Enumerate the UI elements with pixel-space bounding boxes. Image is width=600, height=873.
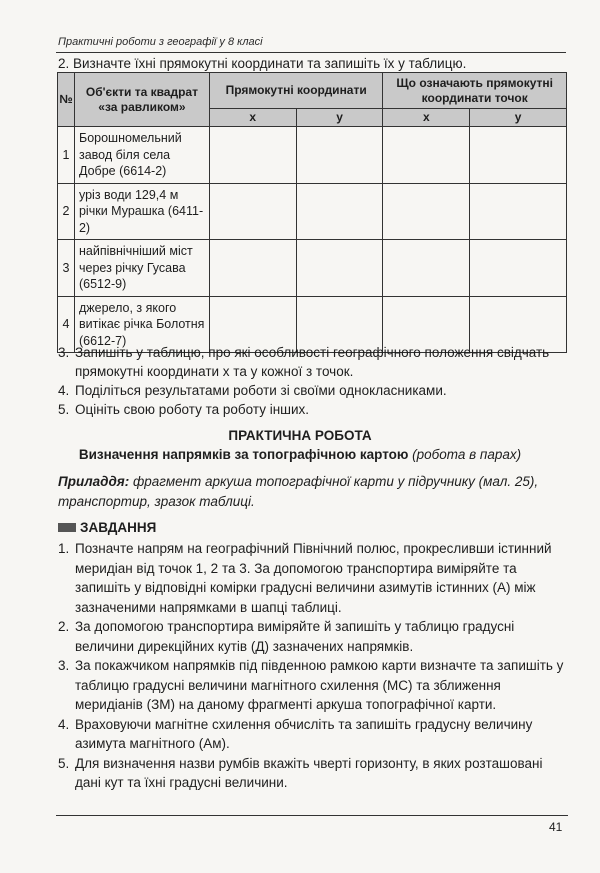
cell-x: [209, 183, 296, 240]
list-item: [58, 400, 570, 419]
row-number: 4: [58, 296, 75, 353]
cell-y: [470, 127, 567, 184]
list-item: [58, 715, 570, 754]
coordinates-table: [57, 72, 567, 353]
cell-x: [209, 240, 296, 297]
tasks-heading-label: ЗАВДАННЯ: [80, 520, 157, 535]
x-header: x: [383, 109, 470, 127]
tasks-list: [58, 539, 570, 793]
header-divider: [56, 52, 566, 53]
table-row: [58, 127, 567, 184]
list-item: [58, 343, 570, 381]
task-number: 5.: [58, 755, 70, 771]
table-row: [58, 240, 567, 297]
col-meaning-header: Що означають прямокутні координати точок: [383, 73, 567, 109]
table-row: [58, 183, 567, 240]
page-number: 41: [549, 820, 563, 834]
col-object-header: Об'єкти та квадрат «за равликом»: [74, 73, 209, 127]
row-object: Борошномельний завод біля села Добре (6614-2): [74, 127, 209, 184]
col-coords-header: Прямокутні координати: [209, 73, 383, 109]
task-text: Для визначення назви румбів вкажіть чверті горизонту, в яких розташовані дані кут та їхні градусні величини.: [75, 755, 543, 790]
tasks-heading: [58, 520, 156, 535]
row-object: уріз води 129,4 м річки Мурашка (6411-2): [74, 183, 209, 240]
list-item: [58, 539, 570, 617]
practical-subtitle-main: Визначення напрямків за топографічною картою: [78, 447, 409, 462]
tools-label: Приладдя:: [58, 474, 130, 489]
tools-paragraph: [58, 472, 570, 512]
cell-y: [296, 183, 383, 240]
task-text: За покажчиком напрямків під південною рамкою карти визначте та запишіть у таблицю градусні величини магнітного схилення (МС) та зближення меридіанів (ЗМ) на даному фрагменті аркуша топографічної карти.: [75, 658, 564, 712]
cell-x: [383, 127, 470, 184]
cell-y: [296, 240, 383, 297]
x-header: x: [209, 109, 296, 127]
row-object: джерело, з якого витікає річка Болотня (6612-7): [74, 296, 209, 353]
step-number: 5.: [58, 402, 70, 417]
cell-y: [470, 183, 567, 240]
list-item: [58, 754, 570, 793]
task-number: 1.: [58, 541, 70, 556]
section-marker-icon: [58, 523, 76, 532]
list-item: [58, 656, 570, 715]
task-number: 4.: [58, 716, 70, 732]
step-text: Оцініть свою роботу та роботу інших.: [75, 402, 310, 417]
step-text: Запишіть у таблицю, про які особливості географічного положення свідчать прямокутні координати x та y кожної з точок.: [75, 345, 550, 379]
y-header: y: [470, 109, 567, 127]
task-2-text: 2. Визначте їхні прямокутні координати та запишіть їх у таблицю.: [58, 56, 467, 71]
task-number: 2.: [58, 619, 70, 634]
practical-subtitle: [0, 447, 600, 462]
list-item: [58, 381, 570, 400]
cell-x: [383, 183, 470, 240]
cell-x: [209, 127, 296, 184]
task-text: За допомогою транспортира виміряйте й запишіть у таблицю градусні величини дирекційних кутів (Д) зазначених напрямків.: [75, 619, 515, 654]
task-number: 3.: [58, 658, 70, 673]
task-text: Враховуючи магнітне схилення обчисліть та запишіть градусну величину азимута магнітного (Ам).: [75, 716, 533, 751]
footer-divider: [56, 815, 568, 816]
step-number: 4.: [58, 383, 70, 398]
row-number: 2: [58, 183, 75, 240]
col-number-header: №: [58, 73, 75, 127]
tools-text: фрагмент аркуша топографічної карти у підручнику (мал. 25), транспортир, зразок таблиці.: [58, 474, 539, 509]
practical-title: ПРАКТИЧНА РОБОТА: [228, 428, 372, 443]
row-number: 3: [58, 240, 75, 297]
steps-after-table: [58, 343, 570, 419]
y-header: y: [296, 109, 383, 127]
list-item: [58, 617, 570, 656]
task-text: Позначте напрям на географічний Північний полюс, прокресливши істинний меридіан від точок 1, 2 та 3. За допомогою транспортира виміряйте та запишіть у відповідні комірки градусні величини азимутів істинних (А) між зазначеними напрямками в шапці таблиці.: [75, 541, 552, 615]
cell-x: [383, 240, 470, 297]
cell-y: [296, 127, 383, 184]
step-number: 3.: [58, 345, 70, 360]
cell-y: [470, 240, 567, 297]
practical-subtitle-note: (робота в парах): [412, 447, 522, 462]
row-number: 1: [58, 127, 75, 184]
running-header: Практичні роботи з географії у 8 класі: [58, 36, 263, 48]
row-object: найпівнічніший міст через річку Гусава (6512-9): [74, 240, 209, 297]
step-text: Поділіться результатами роботи зі своїми однокласниками.: [75, 383, 447, 398]
